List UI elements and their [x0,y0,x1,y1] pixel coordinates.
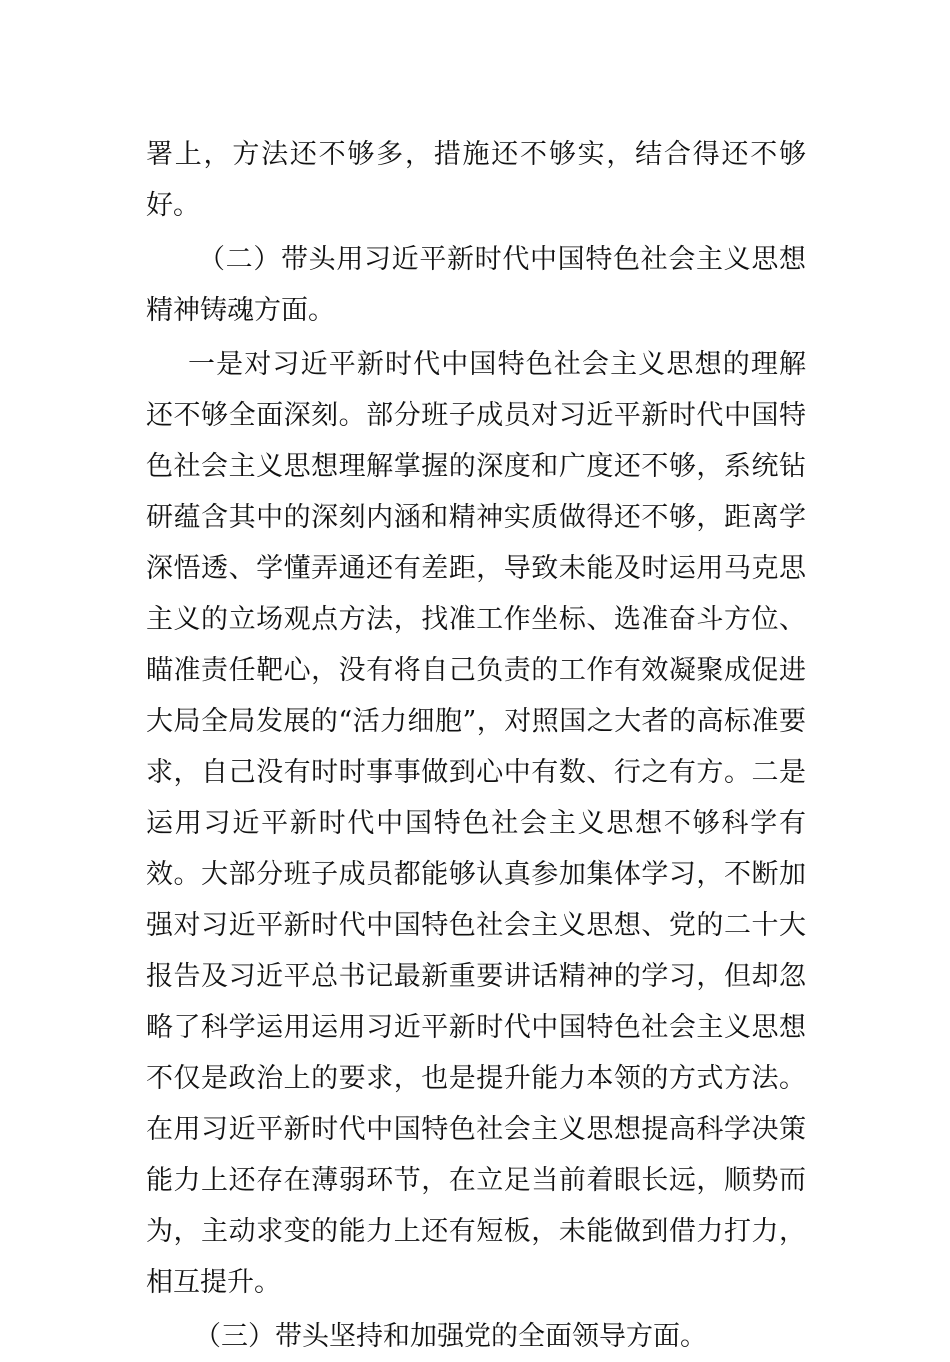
document-body [146,129,806,1362]
paragraph-body: 一是对习近平新时代中国特色社会主义思想的理解还不够全面深刻。部分班子成员对习近平新时代中国特色社会主义思想理解掌握的深度和广度还不够，系统钻研蕴含其中的深刻内涵和精神实质做得还不够，距离学深悟透、学懂弄通还有差距，导致未能及时运用马克思主义的立场观点方法，找准工作坐标、选准奋斗方位、瞄准责任靶心，没有将自己负责的工作有效凝聚成促进大局全局发展的“活力细胞”，对照国之大者的高标准要求，自己没有时时事事做到心中有数、行之有方。二是运用习近平新时代中国特色社会主义思想不够科学有效。大部分班子成员都能够认真参加集体学习，不断加强对习近平新时代中国特色社会主义思想、党的二十大报告及习近平总书记最新重要讲话精神的学习，但却忽略了科学运用运用习近平新时代中国特色社会主义思想不仅是政治上的要求，也是提升能力本领的方式方法。在用习近平新时代中国特色社会主义思想提高科学决策能力上还存在薄弱环节，在立足当前着眼长远，顺势而为，主动求变的能力上还有短板，未能做到借力打力，相互提升。 [146,349,806,1298]
section-heading-two: （二）带头用习近平新时代中国特色社会主义思想精神铸魂方面。 [146,244,806,326]
paragraph-continuation: 署上，方法还不够多，措施还不够实，结合得还不够好。 [146,139,806,221]
section-heading-three: （三）带头坚持和加强党的全面领导方面。 [194,1321,707,1352]
